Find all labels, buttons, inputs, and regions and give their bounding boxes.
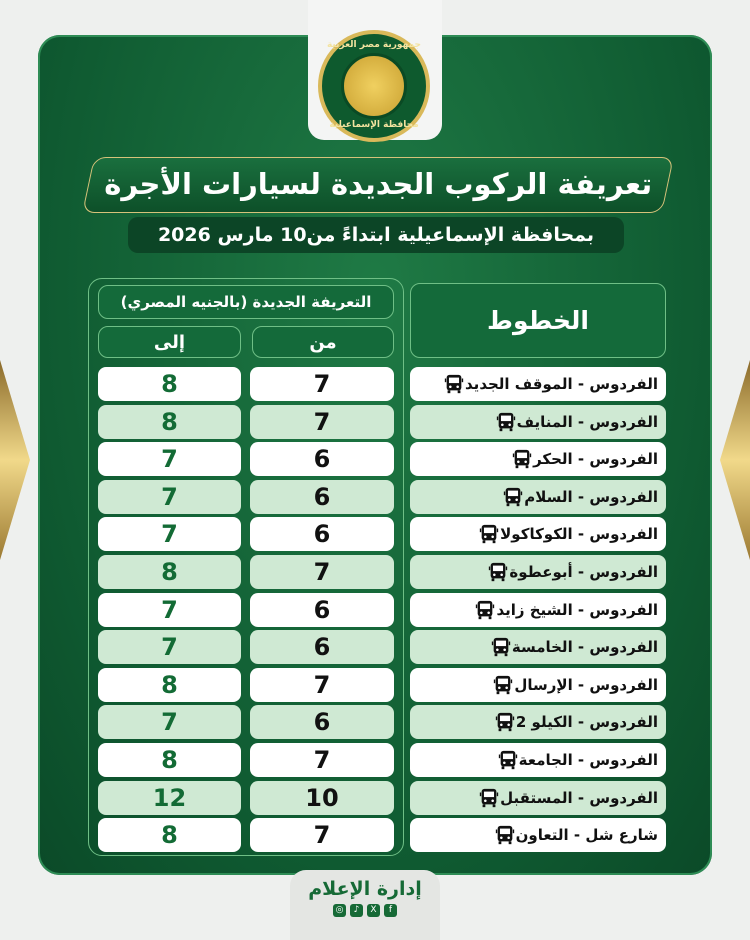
fare-to-cell: 7 <box>98 593 241 627</box>
route-row <box>410 593 666 627</box>
fare-to-cell: 8 <box>98 555 241 589</box>
route-name: الفردوس - الخامسة <box>511 638 658 657</box>
route-name: الفردوس - أبوعطوة <box>509 563 658 581</box>
route-row <box>410 668 666 702</box>
fare-from-cell: 6 <box>250 480 394 514</box>
tiktok-icon[interactable]: ♪ <box>350 904 363 917</box>
route-row <box>410 630 666 664</box>
bus-icon <box>495 411 517 433</box>
routes-header: الخطوط <box>410 283 666 358</box>
bus-icon <box>494 824 516 846</box>
page-title: تعريفة الركوب الجديدة لسيارات الأجرة <box>104 167 653 201</box>
fare-to-cell: 8 <box>98 743 241 777</box>
logo-bottom-text: محافظة الإسماعيلية <box>329 120 419 130</box>
route-name: شارع شل - التعاون <box>515 826 658 845</box>
bus-icon <box>490 636 512 658</box>
fare-to-cell: 7 <box>98 442 241 476</box>
instagram-icon[interactable]: ◎ <box>333 904 346 917</box>
fare-from-cell: 7 <box>250 818 394 852</box>
title-banner <box>82 157 674 213</box>
fare-from-cell: 7 <box>250 668 394 702</box>
fare-from-cell: 6 <box>250 630 394 664</box>
route-row <box>410 480 666 514</box>
route-name: الفردوس - الكوكاكولا <box>500 525 658 544</box>
route-row <box>410 442 666 476</box>
fare-from-cell: 7 <box>250 367 394 401</box>
route-name: الفردوس - الشيخ زايد <box>496 600 658 619</box>
fare-to-cell: 7 <box>98 517 241 551</box>
route-name: الفردوس - الجامعة <box>518 751 658 769</box>
emblem-icon <box>341 53 407 119</box>
bus-icon <box>443 373 465 395</box>
fare-from-cell: 7 <box>250 743 394 777</box>
bus-icon <box>502 486 524 508</box>
bus-icon <box>497 749 519 771</box>
bus-icon <box>492 674 514 696</box>
fare-to-cell: 7 <box>98 480 241 514</box>
route-row <box>410 367 666 401</box>
governorate-logo <box>318 30 430 142</box>
logo-top-text: جمهورية مصر العربية <box>326 40 422 50</box>
fare-to-cell: 8 <box>98 367 241 401</box>
fare-to-cell: 7 <box>98 705 241 739</box>
gold-decoration-right <box>720 360 750 560</box>
subtitle: بمحافظة الإسماعيلية ابتداءً من10 مارس 2026 <box>128 217 624 253</box>
bus-icon <box>478 787 500 809</box>
x-icon[interactable]: X <box>367 904 380 917</box>
route-name: الفردوس - الإرسال <box>514 675 658 694</box>
fare-from-cell: 6 <box>250 705 394 739</box>
gold-decoration-left <box>0 360 30 560</box>
route-row <box>410 517 666 551</box>
bus-icon <box>478 523 500 545</box>
route-name: الفردوس - المنايف <box>516 412 658 431</box>
footer-label: إدارة الإعلام <box>308 878 422 900</box>
fare-from-cell: 6 <box>250 442 394 476</box>
route-row <box>410 818 666 852</box>
fare-from-cell: 6 <box>250 517 394 551</box>
route-row <box>410 555 666 589</box>
route-name: الفردوس - المستقبل <box>500 788 658 807</box>
route-name: الفردوس - الكيلو 2 <box>515 713 658 732</box>
route-name: الفردوس - السلام <box>524 487 658 506</box>
route-row <box>410 743 666 777</box>
fare-from-cell: 7 <box>250 405 394 439</box>
fare-to-cell: 8 <box>98 405 241 439</box>
bus-icon <box>487 561 509 583</box>
facebook-icon[interactable]: f <box>384 904 397 917</box>
route-name: الفردوس - الموقف الجديد <box>465 375 658 393</box>
route-row <box>410 781 666 815</box>
fare-from-cell: 6 <box>250 593 394 627</box>
fare-to-cell: 12 <box>98 781 241 815</box>
bus-icon <box>511 448 533 470</box>
fare-from-cell: 10 <box>250 781 394 815</box>
footer-badge <box>290 870 440 940</box>
fare-to-cell: 8 <box>98 668 241 702</box>
route-row <box>410 405 666 439</box>
fare-header: التعريفة الجديدة (بالجنيه المصري) <box>98 285 394 319</box>
fare-to-cell: 7 <box>98 630 241 664</box>
bus-icon <box>474 599 496 621</box>
fare-from-cell: 7 <box>250 555 394 589</box>
route-row <box>410 705 666 739</box>
from-header: من <box>252 326 394 358</box>
to-header: إلى <box>98 326 241 358</box>
fare-to-cell: 8 <box>98 818 241 852</box>
bus-icon <box>494 711 516 733</box>
route-name: الفردوس - الحكر <box>533 450 658 469</box>
